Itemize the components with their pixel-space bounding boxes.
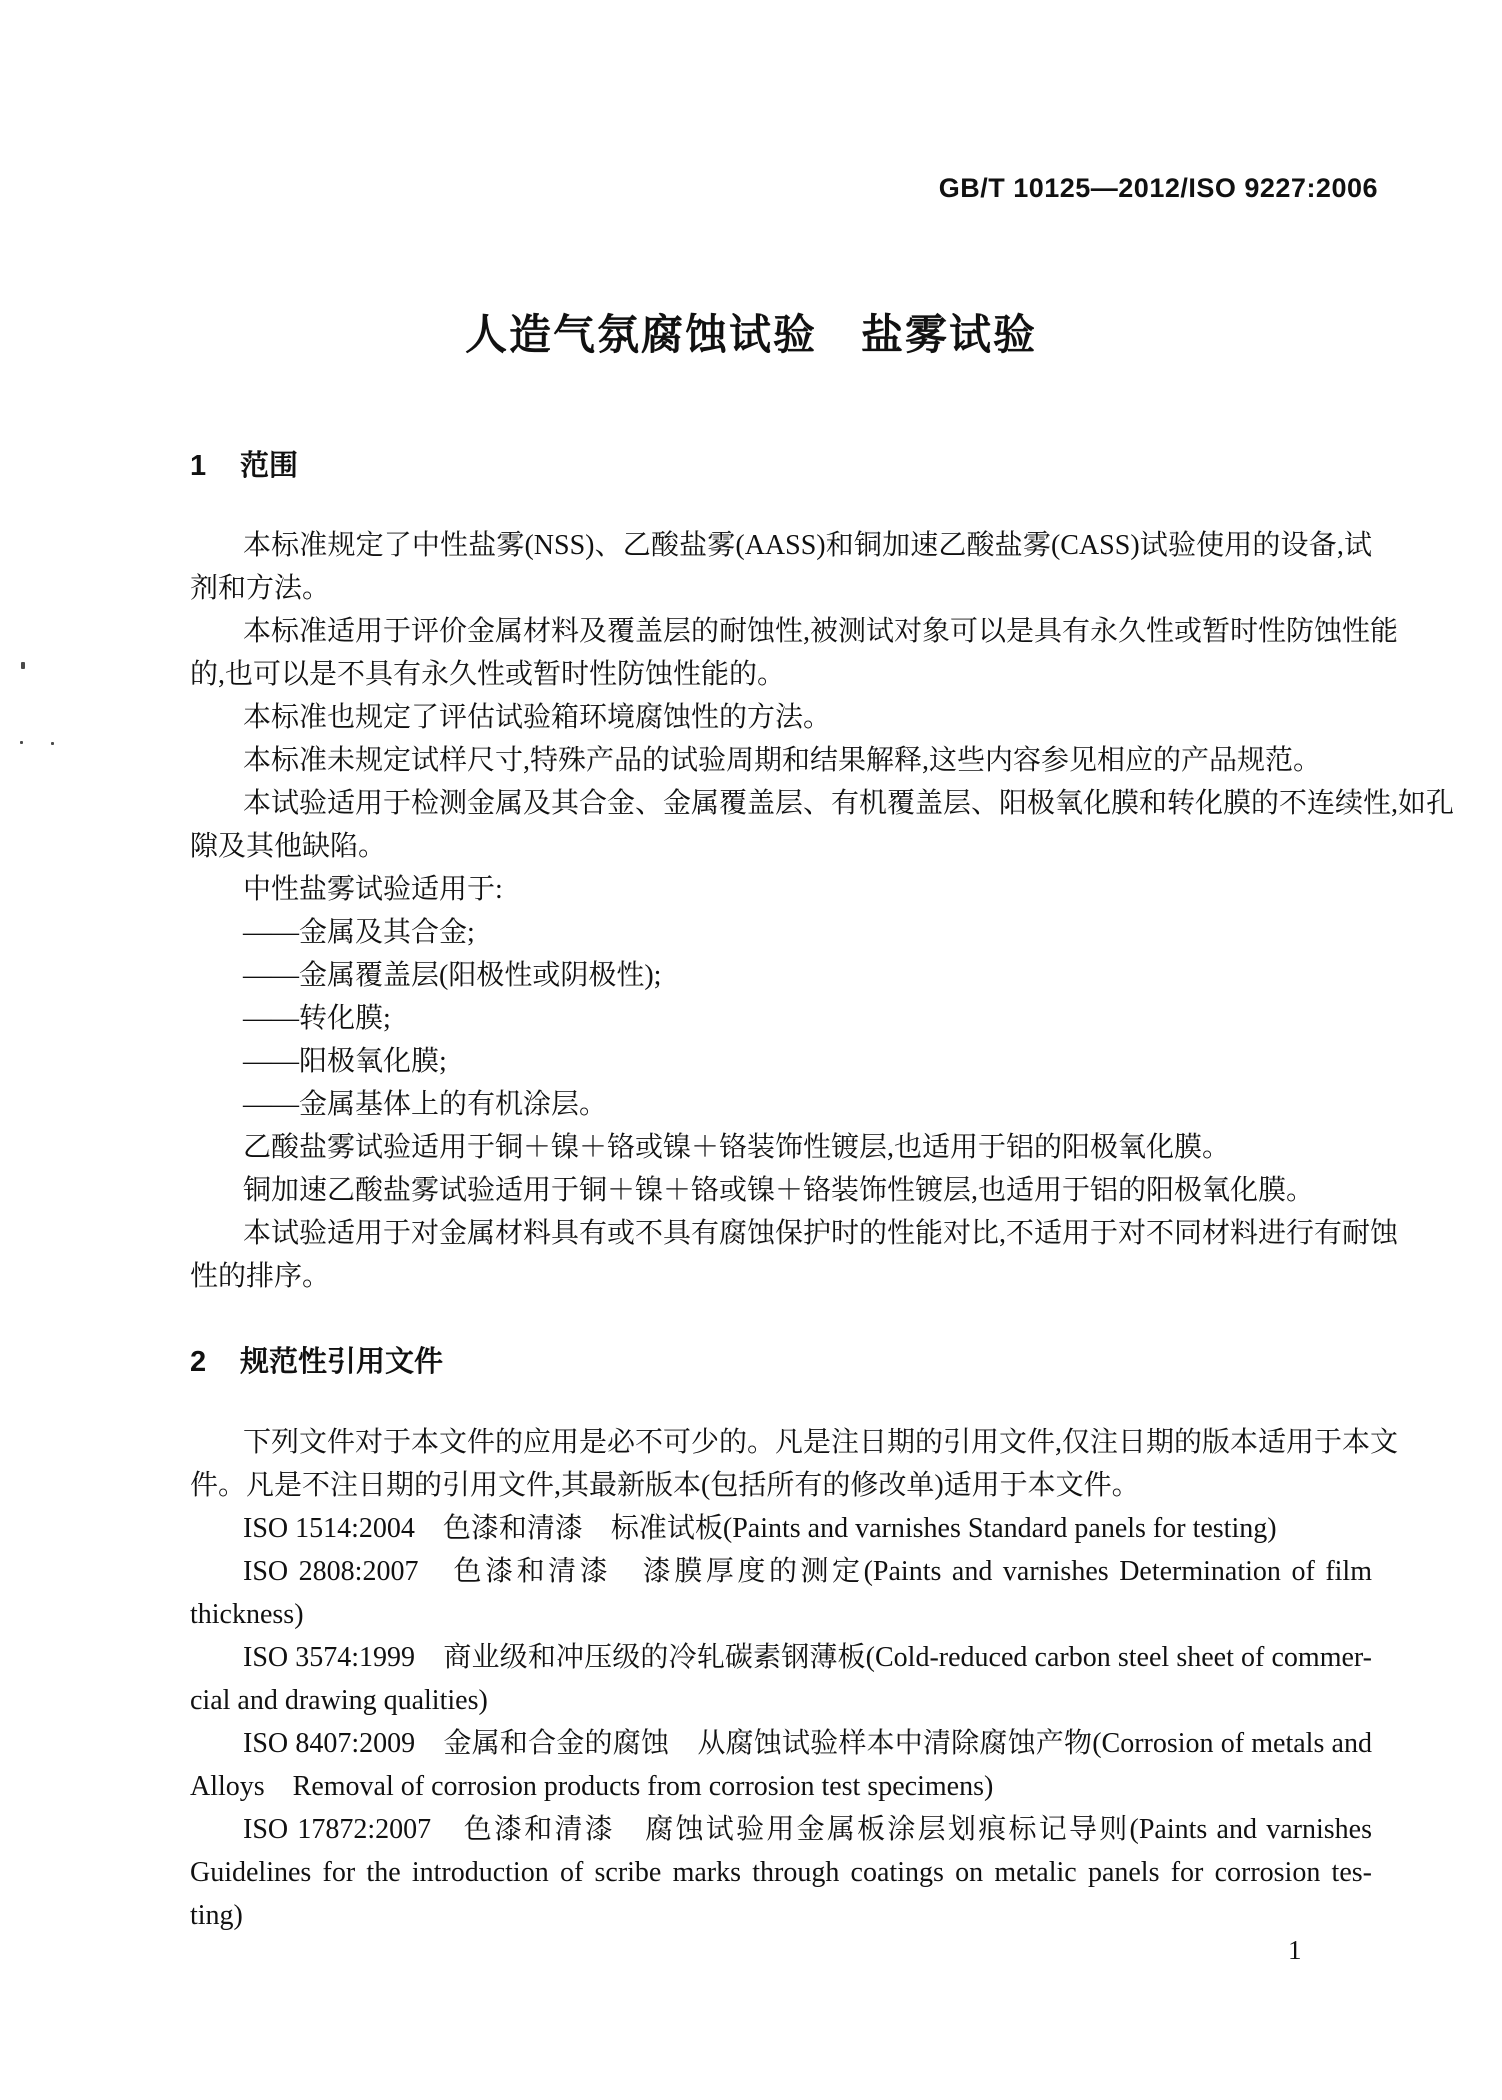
scan-speckle: [21, 662, 25, 669]
reference-line: ISO 17872:2007 色漆和清漆 腐蚀试验用金属板涂层划痕标记导则(Paints and varnishes: [243, 1814, 1372, 1845]
body-line: 本试验适用于检测金属及其合金、金属覆盖层、有机覆盖层、阳极氧化膜和转化膜的不连续性,如孔: [243, 788, 1455, 819]
body-line: 本标准未规定试样尺寸,特殊产品的试验周期和结果解释,这些内容参见相应的产品规范。: [243, 745, 1322, 776]
body-line: 的,也可以是不具有永久性或暂时性防蚀性能的。: [190, 659, 786, 690]
body-line: 本标准也规定了评估试验箱环境腐蚀性的方法。: [243, 702, 832, 733]
reference-line: ISO 8407:2009 金属和合金的腐蚀 从腐蚀试验样本中清除腐蚀产物(Corrosion of metals and: [243, 1728, 1372, 1759]
body-line: 下列文件对于本文件的应用是必不可少的。凡是注日期的引用文件,仅注日期的版本适用于本文: [243, 1427, 1399, 1458]
reference-line: Alloys Removal of corrosion products from corrosion test specimens): [190, 1771, 994, 1802]
reference-line: thickness): [190, 1599, 304, 1630]
list-item-line: ——阳极氧化膜;: [243, 1046, 447, 1077]
standard-number-header: GB/T 10125—2012/ISO 9227:2006: [938, 173, 1378, 203]
reference-line: ISO 3574:1999 商业级和冲压级的冷轧碳素钢薄板(Cold-reduced carbon steel sheet of commer-: [243, 1642, 1372, 1673]
body-line: 性的排序。: [190, 1261, 331, 1292]
scan-speckle: [20, 741, 23, 744]
section-1-heading: [190, 448, 298, 484]
body-line: 隙及其他缺陷。: [190, 831, 387, 862]
page-number: 1: [1288, 1935, 1302, 1965]
reference-line: Guidelines for the introduction of scribe marks through coatings on metalic panels for corrosion tes-: [190, 1857, 1372, 1888]
reference-line: ISO 2808:2007 色漆和清漆 漆膜厚度的测定(Paints and varnishes Determination of film: [243, 1556, 1372, 1587]
body-line: 件。凡是不注日期的引用文件,其最新版本(包括所有的修改单)适用于本文件。: [190, 1470, 1140, 1501]
list-item-line: ——金属及其合金;: [243, 917, 475, 948]
body-line: 铜加速乙酸盐雾试验适用于铜＋镍＋铬或镍＋铬装饰性镀层,也适用于铝的阳极氧化膜。: [243, 1175, 1315, 1206]
section-heading-number: 2: [190, 1346, 207, 1378]
section-heading-number: 1: [190, 450, 207, 482]
scan-speckle: [51, 742, 54, 745]
list-item-line: ——转化膜;: [243, 1003, 391, 1034]
reference-line: ISO 1514:2004 色漆和清漆 标准试板(Paints and varnishes Standard panels for testing): [243, 1513, 1277, 1544]
body-line: 剂和方法。: [190, 573, 331, 604]
body-line: 本标准规定了中性盐雾(NSS)、乙酸盐雾(AASS)和铜加速乙酸盐雾(CASS)试验使用的设备,试: [243, 530, 1372, 561]
section-heading-label: 范围: [240, 450, 299, 482]
section-2-heading: [190, 1344, 443, 1380]
body-line: 中性盐雾试验适用于:: [243, 874, 503, 905]
reference-line: cial and drawing qualities): [190, 1685, 488, 1716]
list-item-line: ——金属覆盖层(阳极性或阴极性);: [243, 960, 662, 991]
section-1-body: [190, 524, 1455, 1298]
body-line: 本标准适用于评价金属材料及覆盖层的耐蚀性,被测试对象可以是具有永久性或暂时性防蚀性能: [243, 616, 1399, 647]
list-item-line: ——金属基体上的有机涂层。: [243, 1089, 608, 1120]
section-2-body: [190, 1421, 1399, 1937]
document-title: 人造气氛腐蚀试验 盐雾试验: [464, 311, 1037, 358]
reference-line: ting): [190, 1900, 243, 1931]
section-heading-label: 规范性引用文件: [240, 1346, 444, 1378]
body-line: 本试验适用于对金属材料具有或不具有腐蚀保护时的性能对比,不适用于对不同材料进行有耐蚀: [243, 1218, 1399, 1249]
body-line: 乙酸盐雾试验适用于铜＋镍＋铬或镍＋铬装饰性镀层,也适用于铝的阳极氧化膜。: [243, 1132, 1231, 1163]
